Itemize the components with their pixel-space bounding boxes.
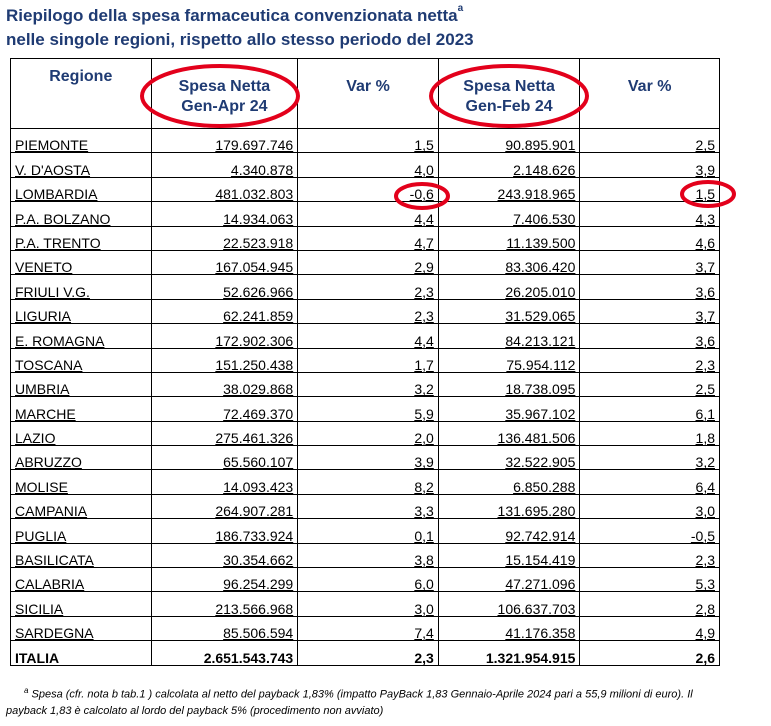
table-row: [11, 494, 720, 518]
cell-var-feb: 3,6: [580, 324, 720, 348]
cell-region: MOLISE: [11, 470, 152, 494]
table-row: [11, 519, 720, 543]
cell-spesa-feb: 18.738.095: [438, 372, 580, 396]
cell-spesa-feb: 92.742.914: [438, 519, 580, 543]
footnote: [6, 682, 768, 720]
cell-spesa-feb: 83.306.420: [438, 250, 580, 274]
cell-spesa-apr: 38.029.868: [151, 372, 298, 396]
header-var-feb: Var %: [580, 59, 720, 129]
cell-region: LOMBARDIA: [11, 177, 152, 201]
cell-var-apr: 1,5: [298, 129, 439, 153]
cell-spesa-apr: 481.032.803: [151, 177, 298, 201]
cell-region: UMBRIA: [11, 372, 152, 396]
cell-spesa-apr: 2.651.543.743: [151, 641, 298, 665]
cell-var-feb: 2,3: [580, 348, 720, 372]
cell-var-feb: 2,5: [580, 372, 720, 396]
table-row: [11, 421, 720, 445]
table-header-row: [11, 59, 720, 129]
cell-var-apr: 2,3: [298, 299, 439, 323]
cell-region: LAZIO: [11, 421, 152, 445]
cell-spesa-feb: 26.205.010: [438, 275, 580, 299]
cell-var-feb: 2,8: [580, 592, 720, 616]
cell-var-apr: 3,8: [298, 543, 439, 567]
cell-spesa-feb: 11.139.500: [438, 226, 580, 250]
cell-spesa-feb: 47.271.096: [438, 568, 580, 592]
cell-region: CALABRIA: [11, 568, 152, 592]
cell-var-feb: 2,3: [580, 543, 720, 567]
cell-var-feb: 3,6: [580, 275, 720, 299]
cell-spesa-apr: 22.523.918: [151, 226, 298, 250]
cell-var-apr: 6,0: [298, 568, 439, 592]
table-row: [11, 372, 720, 396]
cell-spesa-apr: 14.934.063: [151, 202, 298, 226]
cell-spesa-apr: 167.054.945: [151, 250, 298, 274]
cell-spesa-apr: 52.626.966: [151, 275, 298, 299]
cell-var-feb: 6,1: [580, 397, 720, 421]
cell-var-feb: -0,5: [580, 519, 720, 543]
cell-region: E. ROMAGNA: [11, 324, 152, 348]
cell-spesa-feb: 1.321.954.915: [438, 641, 580, 665]
cell-region: P.A. BOLZANO: [11, 202, 152, 226]
table-row: [11, 397, 720, 421]
table-row: [11, 299, 720, 323]
cell-var-feb: 5,3: [580, 568, 720, 592]
cell-spesa-apr: 30.354.662: [151, 543, 298, 567]
cell-spesa-feb: 131.695.280: [438, 494, 580, 518]
table-row: [11, 470, 720, 494]
cell-var-feb: 1,5: [580, 177, 720, 201]
cell-region: LIGURIA: [11, 299, 152, 323]
cell-var-feb: 3,7: [580, 250, 720, 274]
cell-spesa-feb: 6.850.288: [438, 470, 580, 494]
cell-spesa-feb: 41.176.358: [438, 616, 580, 640]
cell-region: PUGLIA: [11, 519, 152, 543]
header-spesa-gen-feb: Spesa Netta Gen-Feb 24: [438, 59, 580, 129]
table-row: [11, 568, 720, 592]
cell-var-feb: 4,9: [580, 616, 720, 640]
cell-var-apr: 3,0: [298, 592, 439, 616]
cell-spesa-apr: 96.254.299: [151, 568, 298, 592]
cell-spesa-feb: 136.481.506: [438, 421, 580, 445]
header-regione: Regione: [11, 59, 152, 129]
cell-var-feb: 2,6: [580, 641, 720, 665]
header-var-apr: Var %: [298, 59, 439, 129]
cell-spesa-feb: 31.529.065: [438, 299, 580, 323]
cell-spesa-feb: 35.967.102: [438, 397, 580, 421]
table-row: [11, 226, 720, 250]
cell-region: PIEMONTE: [11, 129, 152, 153]
cell-var-apr: 2,3: [298, 275, 439, 299]
cell-var-apr: 3,2: [298, 372, 439, 396]
cell-region: VENETO: [11, 250, 152, 274]
cell-spesa-apr: 213.566.968: [151, 592, 298, 616]
cell-spesa-feb: 7.406.530: [438, 202, 580, 226]
cell-var-feb: 4,6: [580, 226, 720, 250]
table-row: [11, 616, 720, 640]
title-line-2: nelle singole regioni, rispetto allo stesso periodo del 2023: [6, 30, 474, 49]
cell-spesa-apr: 14.093.423: [151, 470, 298, 494]
cell-var-feb: 3,7: [580, 299, 720, 323]
cell-spesa-feb: 15.154.419: [438, 543, 580, 567]
cell-spesa-feb: 84.213.121: [438, 324, 580, 348]
table-row: [11, 177, 720, 201]
cell-var-apr: -0,6: [298, 177, 439, 201]
cell-var-apr: 1,7: [298, 348, 439, 372]
page-title: [6, 4, 766, 52]
cell-region: FRIULI V.G.: [11, 275, 152, 299]
cell-var-apr: 3,3: [298, 494, 439, 518]
cell-var-feb: 3,0: [580, 494, 720, 518]
cell-region: P.A. TRENTO: [11, 226, 152, 250]
table-row: [11, 250, 720, 274]
cell-region: MARCHE: [11, 397, 152, 421]
cell-region: ABRUZZO: [11, 446, 152, 470]
regional-spending-table: [10, 58, 720, 666]
table-total-row: [11, 641, 720, 665]
cell-var-apr: 4,7: [298, 226, 439, 250]
cell-spesa-apr: 85.506.594: [151, 616, 298, 640]
cell-var-feb: 2,5: [580, 129, 720, 153]
cell-spesa-feb: 2.148.626: [438, 153, 580, 177]
cell-var-apr: 4,4: [298, 202, 439, 226]
cell-var-apr: 2,0: [298, 421, 439, 445]
cell-spesa-apr: 186.733.924: [151, 519, 298, 543]
cell-var-apr: 5,9: [298, 397, 439, 421]
table-row: [11, 202, 720, 226]
cell-var-apr: 2,3: [298, 641, 439, 665]
header-spesa-gen-apr: Spesa Netta Gen-Apr 24: [151, 59, 298, 129]
cell-region: CAMPANIA: [11, 494, 152, 518]
cell-spesa-feb: 243.918.965: [438, 177, 580, 201]
cell-var-apr: 4,0: [298, 153, 439, 177]
cell-spesa-apr: 65.560.107: [151, 446, 298, 470]
cell-var-feb: 6,4: [580, 470, 720, 494]
cell-spesa-apr: 62.241.859: [151, 299, 298, 323]
cell-var-apr: 8,2: [298, 470, 439, 494]
cell-var-apr: 3,9: [298, 446, 439, 470]
cell-spesa-apr: 72.469.370: [151, 397, 298, 421]
cell-var-feb: 3,9: [580, 153, 720, 177]
cell-spesa-feb: 75.954.112: [438, 348, 580, 372]
table-row: [11, 129, 720, 153]
table-row: [11, 592, 720, 616]
cell-region: SARDEGNA: [11, 616, 152, 640]
cell-region: V. D'AOSTA: [11, 153, 152, 177]
cell-spesa-feb: 90.895.901: [438, 129, 580, 153]
cell-spesa-apr: 4.340.878: [151, 153, 298, 177]
table-row: [11, 275, 720, 299]
table-row: [11, 324, 720, 348]
table-row: [11, 153, 720, 177]
title-line-1: Riepilogo della spesa farmaceutica convenzionata netta$^a$: [6, 3, 464, 25]
cell-region: ITALIA: [11, 641, 152, 665]
cell-var-apr: 4,4: [298, 324, 439, 348]
cell-var-apr: 0,1: [298, 519, 439, 543]
table-row: [11, 348, 720, 372]
footnote-line-1: $^a$ Spesa (cfr. nota b tab.1 ) calcolata al netto del payback 1,83% (impatto PayBack 1,83 Gennaio-Aprile 2024 pari a 55,9 milioni di euro). Il: [24, 686, 693, 701]
cell-var-apr: 2,9: [298, 250, 439, 274]
footnote-line-2: payback 1,83 è calcolato al lordo del payback 5% (procedimento non avviato): [6, 704, 384, 717]
cell-var-feb: 3,2: [580, 446, 720, 470]
cell-var-feb: 1,8: [580, 421, 720, 445]
cell-var-feb: 4,3: [580, 202, 720, 226]
title-superscript: a: [457, 3, 464, 14]
cell-region: BASILICATA: [11, 543, 152, 567]
cell-spesa-apr: 172.902.306: [151, 324, 298, 348]
cell-spesa-apr: 264.907.281: [151, 494, 298, 518]
table-body: [11, 129, 720, 666]
cell-var-apr: 7,4: [298, 616, 439, 640]
table-row: [11, 543, 720, 567]
cell-spesa-apr: 179.697.746: [151, 129, 298, 153]
cell-spesa-apr: 151.250.438: [151, 348, 298, 372]
table-row: [11, 446, 720, 470]
cell-spesa-feb: 106.637.703: [438, 592, 580, 616]
cell-spesa-apr: 275.461.326: [151, 421, 298, 445]
cell-spesa-feb: 32.522.905: [438, 446, 580, 470]
cell-region: SICILIA: [11, 592, 152, 616]
cell-region: TOSCANA: [11, 348, 152, 372]
